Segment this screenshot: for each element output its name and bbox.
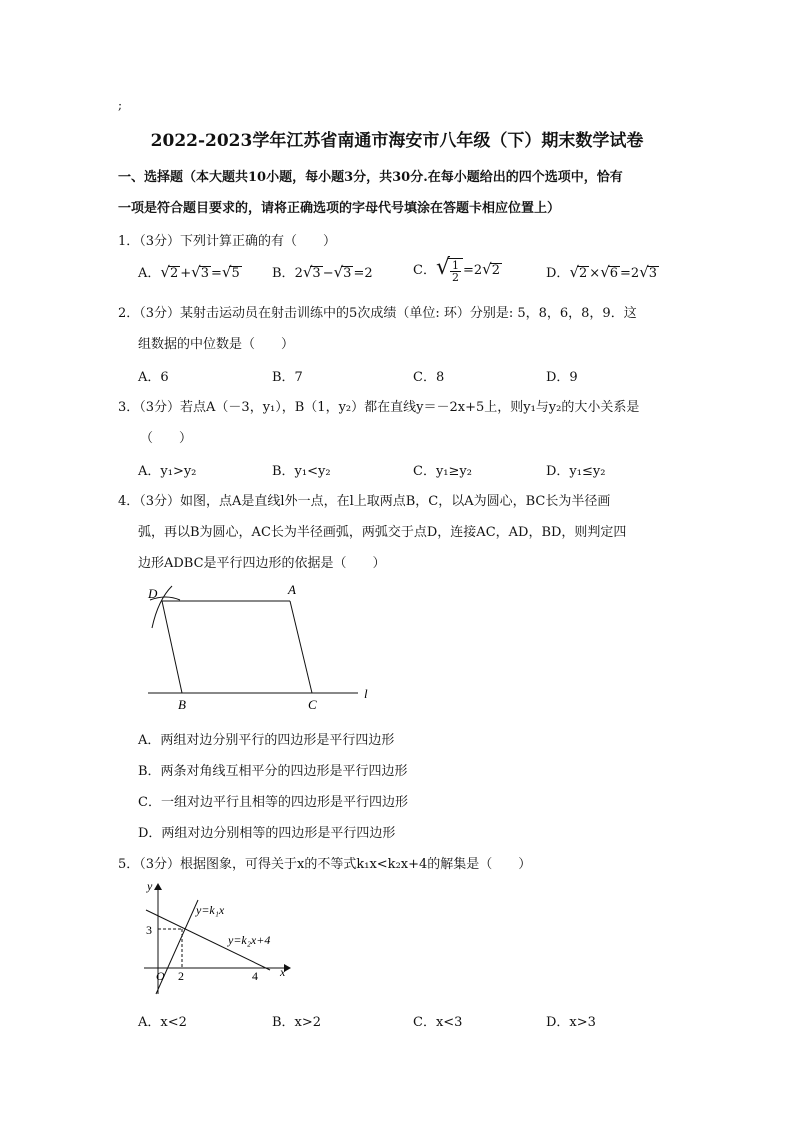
label-A: A: [288, 582, 296, 597]
question-5-stem: 5．（3分）根据图象，可得关于x的不等式k₁x<k₂x+4的解集是（ ）: [118, 857, 532, 872]
question-2-line2: 组数据的中位数是（ ）: [138, 337, 295, 352]
question-2-option-c: C．8: [413, 370, 445, 385]
question-5-option-b: B．x>2: [272, 1015, 322, 1030]
radicand: 5: [231, 266, 240, 281]
label-B: B: [178, 697, 186, 712]
radicand: 3: [343, 266, 352, 281]
radicand: 3: [648, 266, 658, 281]
question-1-option-a: A．√2 +√3 =√5: [138, 263, 240, 281]
question-5-option-d: D．x>3: [546, 1015, 596, 1030]
question-4-option-c: C．一组对边平行且相等的四边形是平行四边形: [138, 795, 408, 810]
parallelogram-figure: [140, 578, 380, 718]
radicand: 6: [609, 266, 619, 281]
tick-3: 3: [146, 923, 152, 937]
question-5-option-c: C．x<3: [413, 1015, 463, 1030]
option-label: B．: [272, 266, 295, 281]
denominator: 2: [451, 270, 459, 284]
numerator: 1: [451, 258, 459, 272]
section-instructions-line2: 一项是符合题目要求的，请将正确选项的字母代号填涂在答题卡相应位置上）: [118, 201, 561, 216]
question-3-line1: 3．（3分）若点A（－3，y₁），B（1，y₂）都在直线y＝－2x+5上，则y₁与y₂的大小关系是: [118, 400, 640, 415]
equals: =: [210, 266, 222, 281]
segment-DB: [162, 601, 182, 693]
question-4-option-d: D．两组对边分别相等的四边形是平行四边形: [138, 826, 396, 841]
question-3-option-d: D．y₁≤y₂: [546, 464, 606, 479]
label-D: D: [148, 586, 158, 601]
radicand: 2: [169, 266, 179, 281]
question-4-line1: 4．（3分）如图，点A是直线l外一点，在l上取两点B，C，以A为圆心，BC长为半径画: [118, 494, 611, 509]
radicand: 3: [200, 266, 209, 281]
segment-AC: [290, 601, 312, 693]
radicand: 2: [579, 266, 588, 281]
question-2-line1: 2．（3分）某射击运动员在射击训练中的5次成绩（单位: 环）分别是: 5，8，6，8，9．这: [118, 306, 637, 321]
section-instructions-line1: 一、选择题（本大题共10小题，每小题3分，共30分.在每小题给出的四个选项中，恰有: [118, 170, 623, 185]
question-4-option-b: B．两条对角线互相平分的四边形是平行四边形: [138, 764, 408, 779]
equals: =2: [620, 266, 640, 281]
operator: ×: [589, 266, 601, 281]
question-2-option-d: D．9: [546, 370, 578, 385]
question-1-option-d: D．√2 ×√6 =2√3: [546, 263, 658, 281]
question-3-option-a: A．y₁>y₂: [138, 464, 197, 479]
x-axis-label: x: [280, 965, 286, 979]
option-label: C．: [413, 263, 436, 278]
y-axis-label: y: [147, 879, 153, 893]
question-4-line2: 弧，再以B为圆心，AC长为半径画弧，两弧交于点D，连接AC，AD，BD，则判定四: [138, 525, 627, 540]
question-2-option-a: A．6: [138, 370, 169, 385]
label-line-k2x-plus-4: y=k₂x+4: [228, 933, 271, 947]
coefficient: 2: [294, 266, 303, 281]
option-label: D．: [546, 266, 570, 281]
question-3-option-b: B．y₁<y₂: [272, 464, 331, 479]
question-3-line2: （ ）: [140, 431, 193, 446]
origin-label: O: [156, 969, 165, 983]
equals: =2: [462, 263, 483, 278]
equals: =2: [353, 266, 373, 281]
question-1-option-c: C．√ $\frac{1}{2}$ =2√2: [413, 255, 500, 284]
label-l: l: [364, 686, 368, 701]
page-title: 2022-2023学年江苏省南通市海安市八年级（下）期末数学试卷: [150, 131, 644, 151]
question-1-stem: 1．（3分）下列计算正确的有（ ）: [118, 234, 337, 249]
question-4-line3: 边形ADBC是平行四边形的依据是（ ）: [138, 556, 386, 571]
tick-2: 2: [178, 969, 184, 983]
question-1-option-b: B．2√3 −√3 =2: [272, 263, 373, 281]
question-4-option-a: A．两组对边分别平行的四边形是平行四边形: [138, 733, 395, 748]
stray-mark: ;: [118, 98, 123, 112]
option-label: A．: [138, 266, 161, 281]
fraction: [448, 258, 463, 284]
operator: −: [322, 266, 334, 281]
radicand: 2: [491, 263, 500, 278]
question-5-option-a: A．x<2: [138, 1015, 187, 1030]
label-C: C: [308, 697, 317, 712]
question-2-option-b: B．7: [272, 370, 303, 385]
linear-functions-figure: [140, 876, 310, 1002]
radicand: 3: [312, 266, 321, 281]
question-3-option-c: C．y₁≥y₂: [413, 464, 472, 479]
tick-4: 4: [252, 969, 258, 983]
operator: +: [180, 266, 192, 281]
label-line-k1x: y=k₁x: [196, 903, 225, 917]
